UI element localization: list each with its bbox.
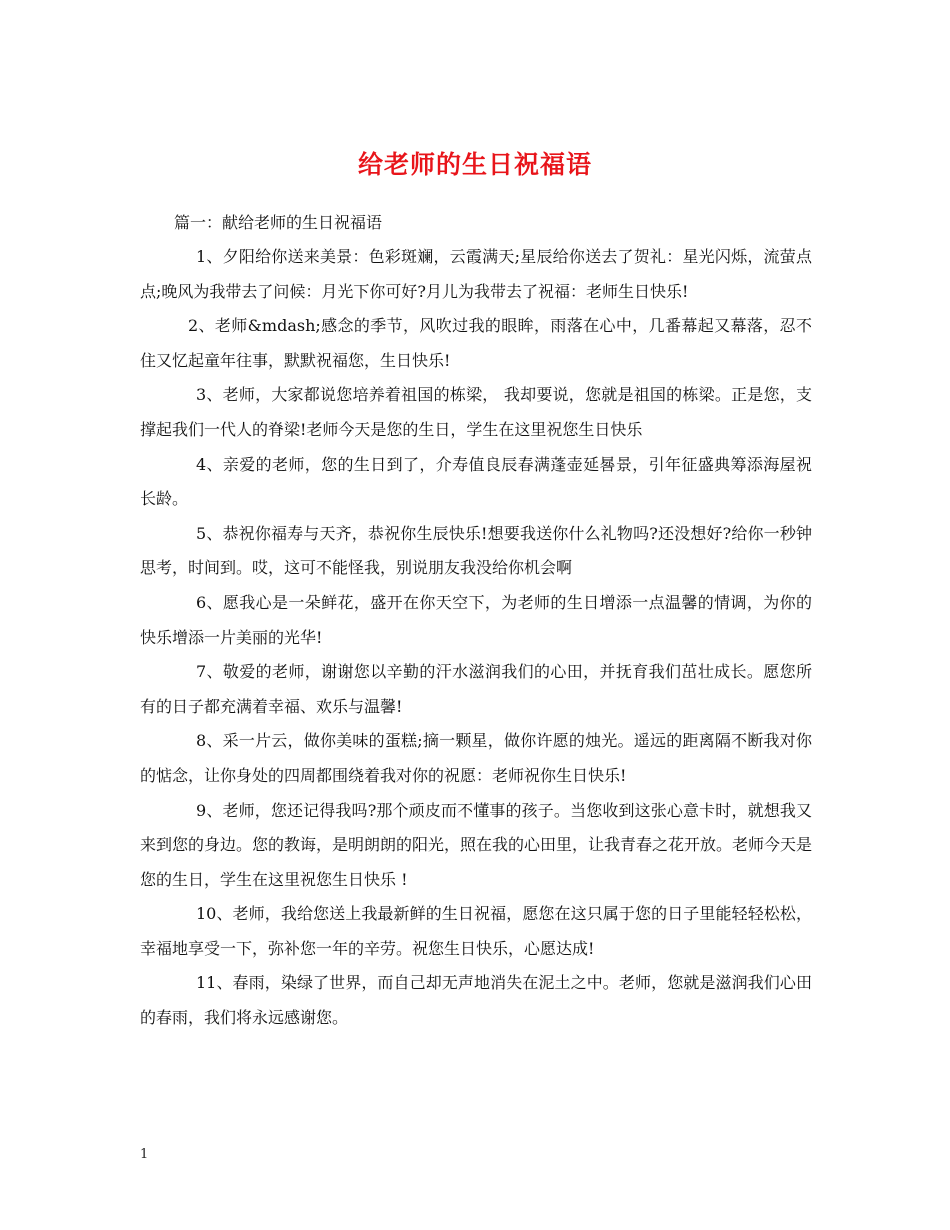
paragraph-4: 4、亲爱的老师，您的生日到了，介寿值良辰春满蓬壶延晷景，引年征盛典筹添海屋祝长龄。 bbox=[140, 454, 812, 509]
paragraph-5: 5、恭祝你福寿与天齐，恭祝你生辰快乐!想要我送你什么礼物吗?还没想好?给你一秒钟思考，时间到。哎，这可不能怪我，别说朋友我没给你机会啊 bbox=[140, 523, 812, 578]
paragraph-1: 1、夕阳给你送来美景：色彩斑斓，云霞满天;星辰给你送去了贺礼：星光闪烁，流萤点点;晚风为我带去了问候：月光下你可好?月儿为我带去了祝福：老师生日快乐! bbox=[140, 247, 812, 301]
section-heading: 篇一：献给老师的生日祝福语 bbox=[174, 213, 383, 232]
paragraph-2: 2、老师&mdash;感念的季节，风吹过我的眼眸，雨落在心中，几番幕起又幕落，忍不住又忆起童年往事，默默祝福您，生日快乐! bbox=[140, 316, 812, 370]
paragraph-9: 9、老师，您还记得我吗?那个顽皮而不懂事的孩子。当您收到这张心意卡时，就想我又来到您的身边。您的教诲，是明朗朗的阳光，照在我的心田里，让我青春之花开放。老师今天是您的生日，学生在这里祝您生日快乐 ! bbox=[140, 800, 813, 889]
document-title: 给老师的生日祝福语 bbox=[357, 149, 592, 179]
document-body bbox=[140, 205, 812, 1036]
paragraph-7: 7、敬爱的老师，谢谢您以辛勤的汗水滋润我们的心田，并抚育我们茁壮成长。愿您所有的日子都充满着幸福、欢乐与温馨! bbox=[140, 662, 812, 716]
page-number: 1 bbox=[140, 1147, 149, 1162]
paragraph-6: 6、愿我心是一朵鲜花，盛开在你天空下，为老师的生日增添一点温馨的情调，为你的快乐增添一片美丽的光华! bbox=[140, 592, 812, 647]
paragraph-11: 11、春雨，染绿了世界，而自己却无声地消失在泥土之中。老师，您就是滋润我们心田的春雨，我们将永远感谢您。 bbox=[140, 973, 812, 1028]
paragraph-10: 10、老师，我给您送上我最新鲜的生日祝福，愿您在这只属于您的日子里能轻轻松松，幸福地享受一下，弥补您一年的辛劳。祝您生日快乐，心愿达成! bbox=[140, 904, 812, 958]
paragraph-3: 3、老师，大家都说您培养着祖国的栋梁， 我却要说，您就是祖国的栋梁。正是您，支撑起我们一代人的脊梁!老师今天是您的生日，学生在这里祝您生日快乐 bbox=[140, 385, 812, 439]
paragraph-8: 8、采一片云，做你美味的蛋糕;摘一颗星，做你许愿的烛光。遥远的距离隔不断我对你的惦念，让你身处的四周都围绕着我对你的祝愿：老师祝你生日快乐! bbox=[140, 731, 812, 785]
